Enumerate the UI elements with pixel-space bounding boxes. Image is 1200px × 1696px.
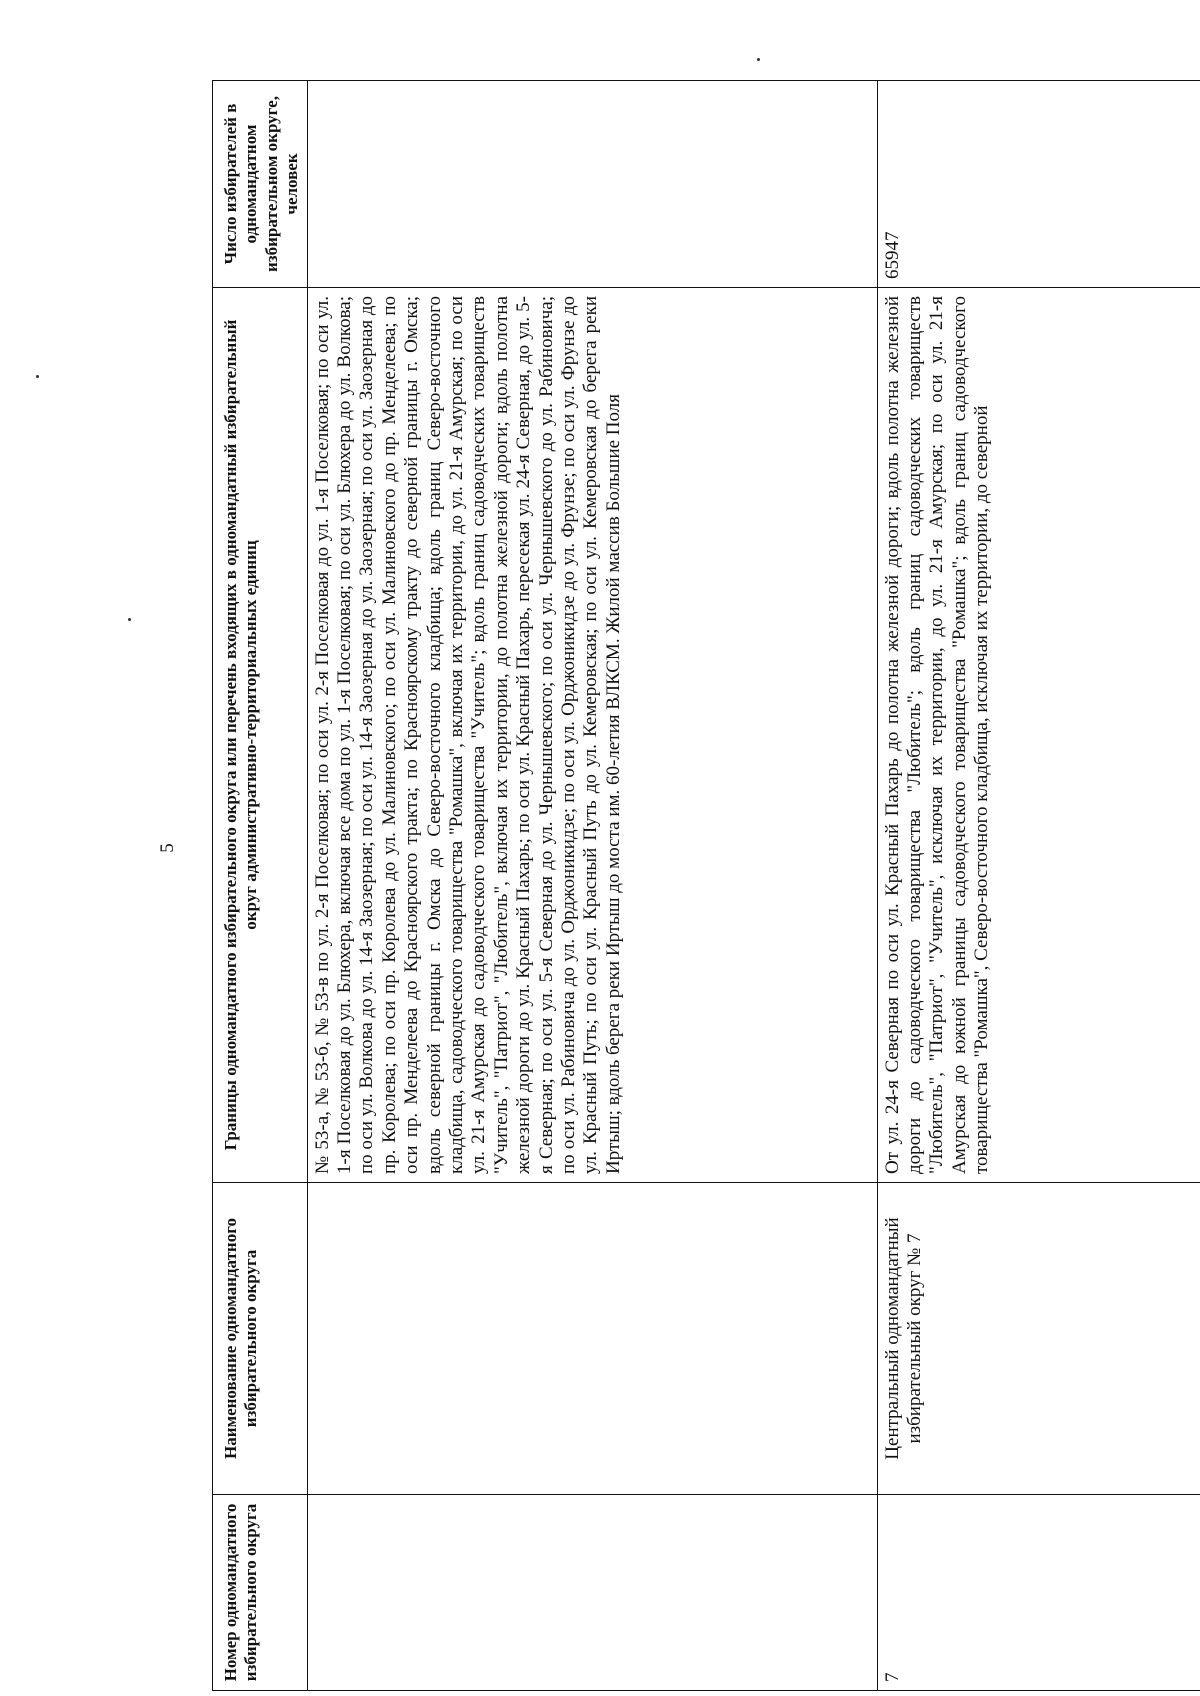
scan-speck	[757, 58, 760, 61]
page-number: 5	[157, 843, 178, 853]
header-name: Наименование одномандатного избирательного округа	[213, 1183, 308, 1495]
header-boundaries: Границы одномандатного избирательного округа или перечень входящих в одномандатный избирательный округ административно-территориальных единиц	[213, 288, 308, 1183]
cell-number: 7	[877, 1495, 1200, 1691]
table-header-row	[213, 81, 308, 1691]
cell-boundaries: № 53-а, № 53-б, № 53-в по ул. 2-я Поселковая; по оси ул. 2-я Поселковая до ул. 1-я Поселковая; по оси ул. 1-я Поселковая до ул. Блюхера, включая все дома по ул. 1-я Поселковая; по оси ул. Блюхера до ул. Волкова; по оси ул. Волкова до ул. 14-я Заозерная; по оси ул. 14-я Заозерная до ул. Заозерная; по оси ул. Заозерная до пр. Королева; по оси пр. Королева до ул. Малиновского; по оси ул. Малиновского до пр. Менделеева; по оси пр. Менделеева до Красноярского тракта; по Красноярскому тракту до северной границы г. Омска; вдоль северной границы г. Омска до Северо-восточного кладбища; вдоль границ Северо-восточного кладбища, садоводческого товарищества "Ромашка", включая их территории, до ул. 21-я Амурская; по оси ул. 21-я Амурская до садоводческого товарищества "Учитель"; вдоль границ садоводческих товариществ "Учитель", "Патриот", "Любитель", включая их территории, до полотна железной дороги; вдоль полотна железной дороги до ул. Красный Пахарь; по оси ул. Красный Пахарь, пересекая ул. 24-я Северная, до ул. 5-я Северная; по оси ул. 5-я Северная до ул. Чернышевского; по оси ул. Чернышевского до ул. Рабиновича; по оси ул. Рабиновича до ул. Орджоникидзе; по оси ул. Орджоникидзе до ул. Фрунзе; по оси ул. Фрунзе до ул. Красный Путь; по оси ул. Красный Путь до ул. Кемеровская; по оси ул. Кемеровская до берега реки Иртыш; вдоль берега реки Иртыш до моста им. 60-летия ВЛКСМ. Жилой массив Большие Поля	[307, 288, 877, 1183]
table-row	[877, 81, 1200, 1691]
cell-name: Центральный одномандатный избирательный округ № 7	[877, 1183, 1200, 1495]
cell-name	[307, 1183, 877, 1495]
cell-voters	[307, 81, 877, 288]
table-row	[307, 81, 877, 1691]
districts-table-container	[212, 81, 1200, 1691]
scan-speck	[128, 618, 131, 621]
header-number: Номер одномандатного избирательного округа	[213, 1495, 308, 1691]
cell-voters: 65947	[877, 81, 1200, 288]
scan-speck	[36, 375, 39, 378]
header-voters: Число избирателей в одномандатном избирательном округе, человек	[213, 81, 308, 288]
cell-boundaries: От ул. 24-я Северная по оси ул. Красный Пахарь до полотна железной дороги; вдоль полотна железной дороги до садоводческого товарищества "Любитель"; вдоль границ садоводческих товариществ "Любитель", "Патриот", "Учитель", исключая их территории, до ул. 21-я Амурская; по оси ул. 21-я Амурская до южной границы садоводческого товарищества "Ромашка"; вдоль границ садоводческого товарищества "Ромашка", Северо-восточного кладбища, исключая их территории, до северной	[877, 288, 1200, 1183]
cell-number	[307, 1495, 877, 1691]
districts-table	[212, 80, 1200, 1691]
